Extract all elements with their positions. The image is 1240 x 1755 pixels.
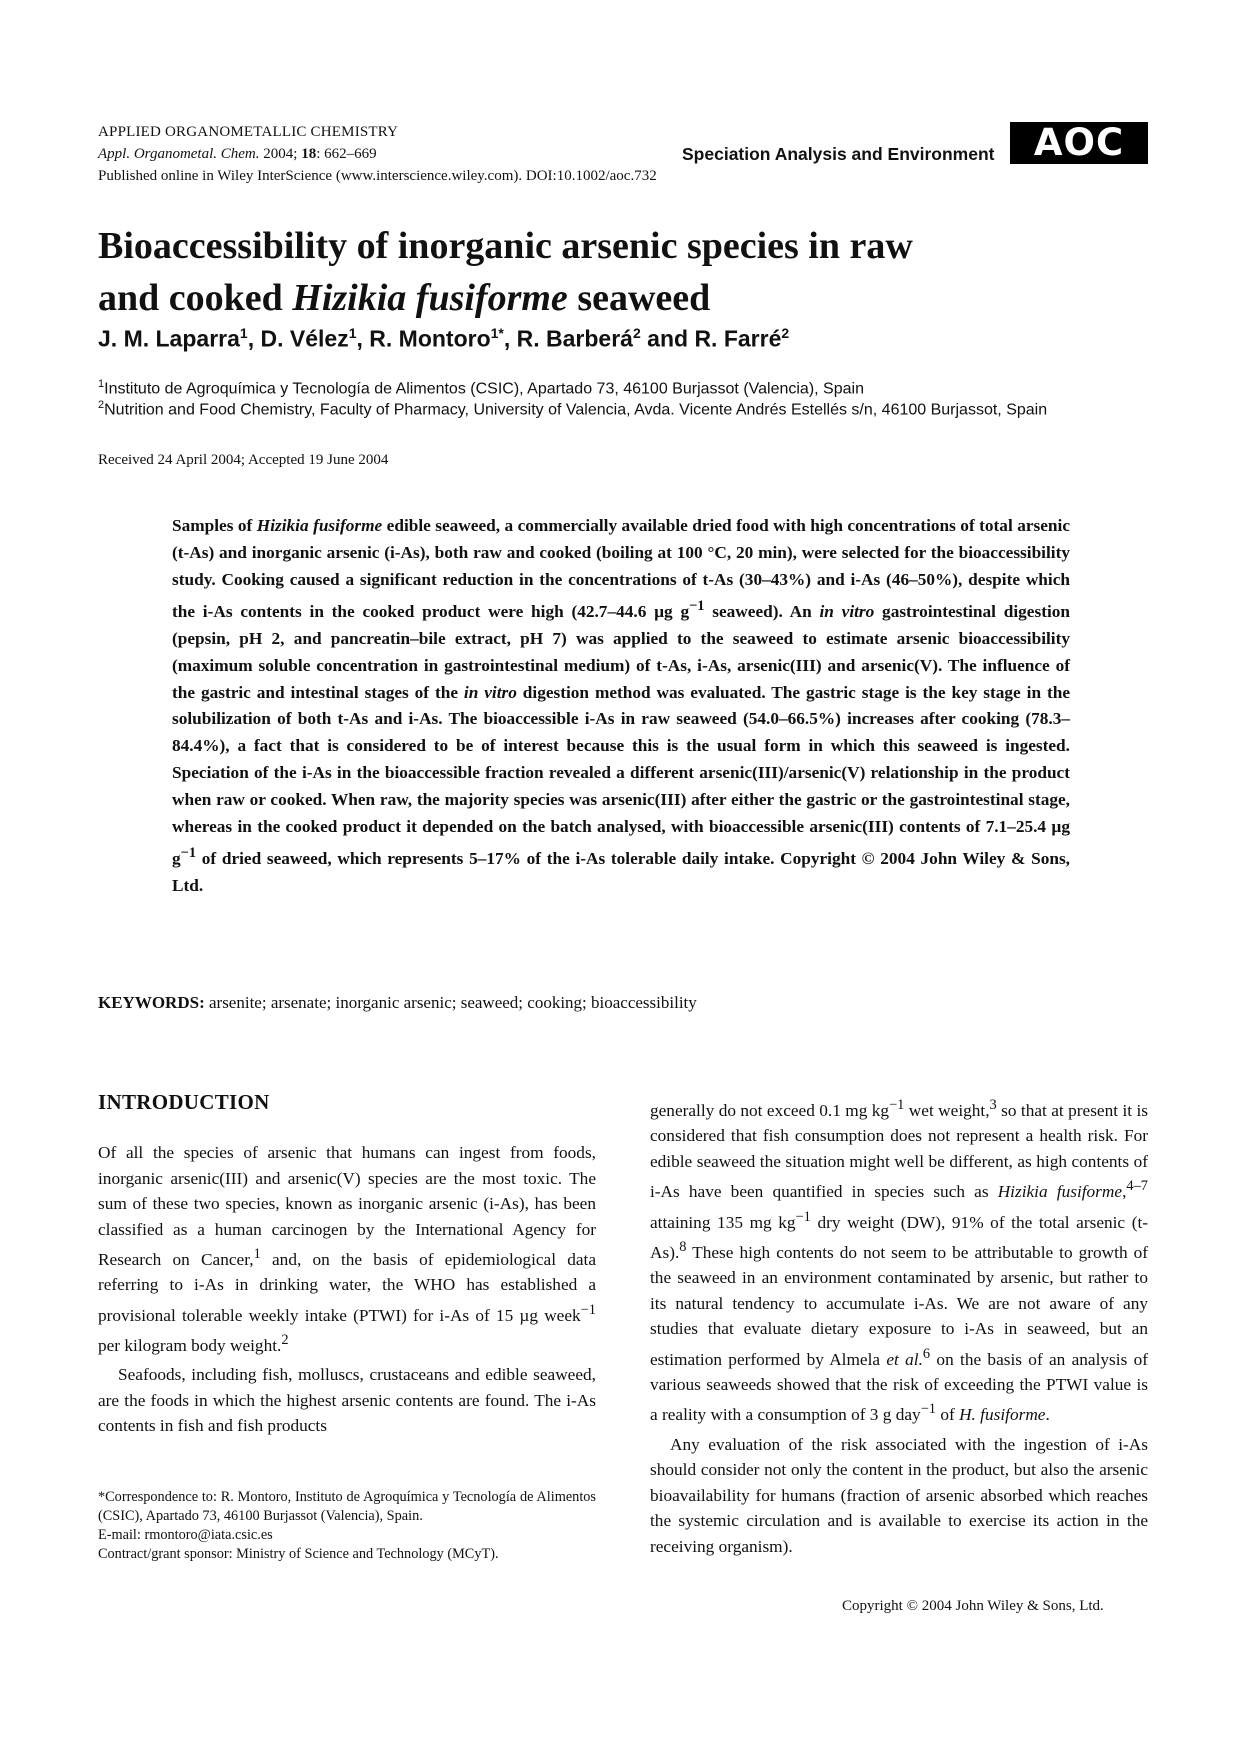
citation-journal: Appl. Organometal. Chem. — [98, 146, 260, 162]
author-name: D. Vélez — [260, 325, 349, 352]
correspondence-address: *Correspondence to: R. Montoro, Instituto de Agroquímica y Tecnología de Alimentos (CSIC), Apartado 73, 46100 Burjassot (Valencia), Spain. — [98, 1489, 596, 1524]
journal-name: APPLIED ORGANOMETALLIC CHEMISTRY — [98, 124, 399, 140]
affiliation-mark: 1 — [98, 378, 105, 390]
paragraph: Seafoods, including fish, molluscs, crustaceans and edible seaweed, are the foods in which the highest arsenic contents are found. The i-As contents in fish and fish products — [98, 1365, 596, 1436]
correspondence-email: E-mail: rmontoro@iata.csic.es — [98, 1527, 273, 1543]
section-label: Speciation Analysis and Environment — [682, 144, 995, 164]
author-name: R. Barberá — [516, 325, 633, 352]
grant-sponsor: Contract/grant sponsor: Ministry of Science and Technology (MCyT). — [98, 1546, 499, 1562]
abstract: Samples of Hizikia fusiforme edible seaweed, a commercially available dried food with high concentrations of total arsenic (t-As) and inorganic arsenic (i-As), both raw and cooked (boiling at 100 °C, 20 min), were selected for the bioaccessibility study. Cooking caused a significant reduction in the concentrations of t-As (30–43%) and i-As (46–50%), despite which the i-As contents in the cooked product were high (42.7–44.6 µg $g^{-1}$ seaweed). An in vitro gastrointestinal digestion (pepsin, pH 2, and pancreatin–bile extract, pH 7) was applied to the seaweed to estimate arsenic bioaccessibility (maximum soluble concentration in gastrointestinal medium) of t-As, i-As, arsenic(III) and arsenic(V). The influence of the gastric and intestinal stages of the in vitro digestion method was evaluated. The gastric stage is the key stage in the solubilization of both t-As and i-As. The bioaccessible i-As in raw seaweed (54.0–66.5%) increases after cooking (78.3–84.4%), a fact that is considered to be of interest because this is the usual form in which this seaweed is ingested. Speciation of the i-As in the bioaccessible fraction revealed a different arsenic(III)/arsenic(V) relationship in the product when raw or cooked. When raw, the majority species was arsenic(III) after either the gastric or the gastrointestinal stage, whereas in the cooked product it depended on the batch analysed, with bioaccessible arsenic(III) contents of 7.1–25.4 µg $g^{-1}$ of dried seaweed, which represents 5–17% of the i-As tolerable daily intake. Copyright © 2004 John Wiley & Sons, Ltd. — [172, 516, 1071, 895]
copyright-footer: Copyright © 2004 John Wiley & Sons, Ltd. — [842, 1598, 1104, 1614]
title-line-1: Bioaccessibility of inorganic arsenic species in raw — [98, 225, 913, 267]
correspondence-footnote — [98, 1488, 596, 1564]
paragraph: Any evaluation of the risk associated with the ingestion of i-As should consider not only the content in the product, but also the arsenic bioavailability for humans (fraction of arsenic absorbed which reaches the systemic circulation and is available to exercise its action in the receiving organism). — [650, 1434, 1148, 1556]
keywords-list: arsenite; arsenate; inorganic arsenic; seaweed; cooking; bioaccessibility — [204, 993, 697, 1012]
body-column-right — [650, 1093, 1148, 1559]
affiliation-1 — [98, 378, 864, 398]
body-column-left — [98, 1140, 596, 1439]
affiliation-mark: 2 — [98, 399, 105, 411]
author-affiliation-mark: 1 — [239, 325, 248, 341]
journal-online-info: Published online in Wiley InterScience (www.interscience.wiley.com). DOI:10.1002/aoc.732 — [98, 168, 657, 184]
article-title — [98, 220, 1158, 324]
author-name: J. M. Laparra — [98, 325, 240, 352]
author-affiliation-mark: 1* — [490, 325, 504, 341]
title-line-2b: seaweed — [567, 277, 711, 319]
keywords — [98, 993, 697, 1013]
citation-pages: : 662–669 — [316, 146, 377, 162]
author-name: R. Farré — [694, 325, 782, 352]
affiliation-2 — [98, 399, 1047, 419]
section-heading-introduction: INTRODUCTION — [98, 1090, 270, 1114]
title-line-2a: and cooked — [98, 277, 293, 319]
affiliation-text: Nutrition and Food Chemistry, Faculty of Pharmacy, University of Valencia, Avda. Vicente Andrés Estellés s/n, 46100 Burjassot, Spain — [104, 401, 1048, 419]
author-list: J. M. Laparra$^1$, D. Vélez$^1$, R. Montoro$^{1*}$, R. Barberá$^2$ and R. Farré$^2$ — [98, 325, 790, 352]
affiliation-text: Instituto de Agroquímica y Tecnología de Alimentos (CSIC), Apartado 73, 46100 Burjassot (Valencia), Spain — [104, 380, 864, 398]
author-affiliation-mark: 1 — [348, 325, 357, 341]
abstract-species: Hizikia fusiforme — [256, 516, 383, 535]
journal-logo: AOC — [1010, 122, 1148, 164]
received-accepted-dates: Received 24 April 2004; Accepted 19 June 2004 — [98, 452, 389, 468]
author-affiliation-mark: 2 — [781, 325, 790, 341]
paragraph: Of all the species of arsenic that humans can ingest from foods, inorganic arsenic(III) and arsenic(V) species are the most toxic. The sum of these two species, known as inorganic arsenic (i-As), has been classified as a human carcinogen by the International Agency for Research on Cancer,$^1$ and, on the basis of epidemiological data referring to i-As in drinking water, the WHO has established a provisional tolerable weekly intake (PTWI) for i-As of 15 µg week$^{-1}$ per kilogram body weight.$^2$ — [98, 1143, 596, 1355]
citation-year: 2004; — [259, 146, 302, 162]
title-species: Hizikia fusiforme — [292, 277, 568, 319]
author-name: R. Montoro — [369, 325, 491, 352]
author-affiliation-mark: 2 — [632, 325, 641, 341]
citation-volume: 18 — [301, 146, 317, 162]
journal-citation — [98, 146, 377, 163]
paragraph: generally do not exceed 0.1 mg $kg^{-1}$ wet weight,$^3$ so that at present it is considered that fish consumption does not represent a health risk. For edible seaweed the situation might well be different, as high contents of i-As have been quantified in species such as Hizikia fusiforme,$^{4-7}$ attaining 135 mg $kg^{-1}$ dry weight (DW), 91% of the total arsenic (t-As).$^8$ These high contents do not seem to be attributable to growth of the seaweed in an environment contaminated by arsenic, but rather to its natural tendency to accumulate i-As. We are not aware of any studies that evaluate dietary exposure to i-As in seaweed, but an estimation performed by Almela et al.$^6$ on the basis of an analysis of various seaweeds showed that the risk of exceeding the PTWI value is a reality with a consumption of 3 g day$^{-1}$ of H. fusiforme. — [650, 1097, 1149, 1425]
keywords-label: KEYWORDS: — [98, 993, 205, 1012]
